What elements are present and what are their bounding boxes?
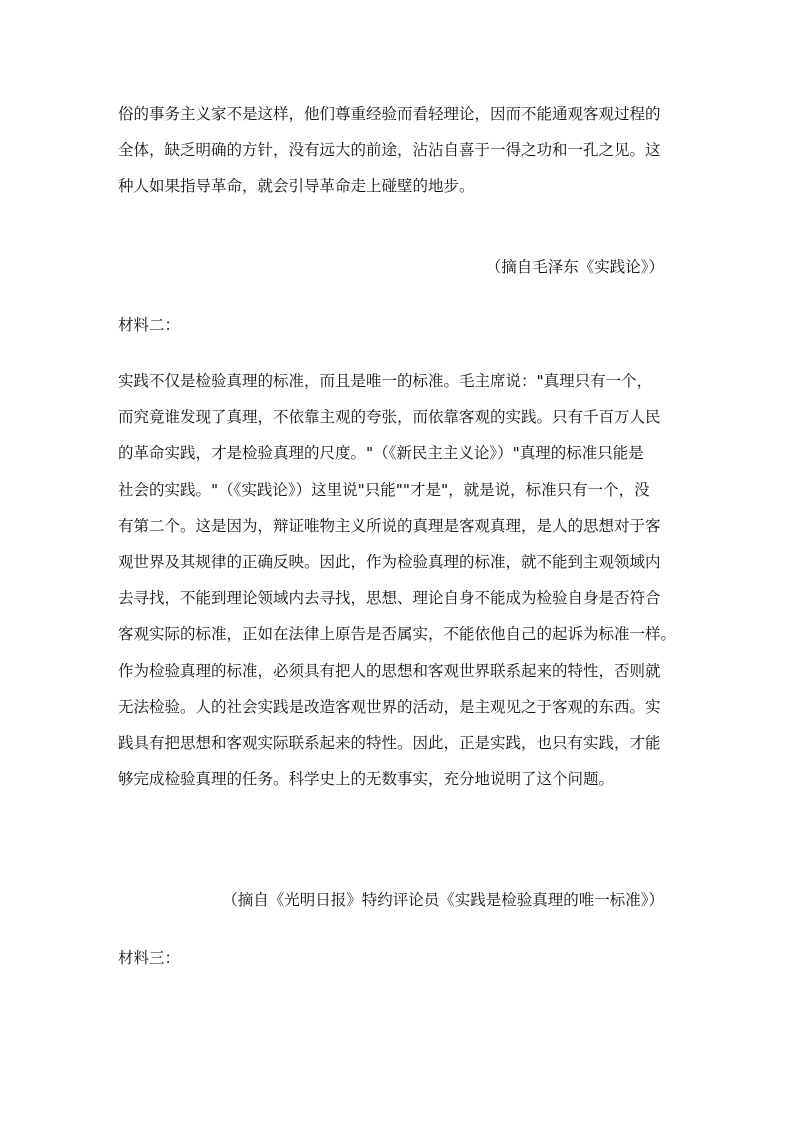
text-line: 无法检验。人的社会实践是改造客观世界的活动，是主观见之于客观的东西。实 <box>118 697 661 716</box>
text-line: 客观实际的标准，正如在法律上原告是否属实，不能依他自己的起诉为标准一样。 <box>118 625 677 644</box>
material3-heading: 材料三： <box>118 949 181 967</box>
text-line: 观世界及其规律的正确反映。因此，作为检验真理的标准，就不能到主观领域内 <box>118 553 661 572</box>
text-line: 的革命实践，才是检验真理的尺度。"（《新民主主义论》）"真理的标准只能是 <box>118 444 644 463</box>
text-line: 而究竟谁发现了真理，不依靠主观的夸张，而依靠客观的实践。只有千百万人民 <box>118 408 661 427</box>
material1-paragraph <box>118 96 678 205</box>
text-line: 社会的实践。"（《实践论》）这里说"只能""才是"，就是说，标准只有一个，没 <box>118 480 650 499</box>
text-line: 去寻找，不能到理论领域内去寻找，思想、理论自身不能成为检验自身是否符合 <box>118 589 661 608</box>
text-line: 全体，缺乏明确的方针，没有远大的前途，沾沾自喜于一得之功和一孔之见。这 <box>118 141 661 160</box>
text-line: 俗的事务主义家不是这样，他们尊重经验而看轻理论，因而不能通观客观过程的 <box>118 105 661 123</box>
material2-source: （摘自《光明日报》特约评论员《实践是检验真理的唯一标准》） <box>222 891 664 909</box>
text-line: 践具有把思想和客观实际联系起来的特性。因此，正是实践，也只有实践，才能 <box>118 734 661 753</box>
text-line: 有第二个。这是因为，辩证唯物主义所说的真理是客观真理，是人的思想对于客 <box>118 516 661 535</box>
text-line: 作为检验真理的标准，必须具有把人的思想和客观世界联系起来的特性，否则就 <box>118 661 661 680</box>
material2-paragraph <box>118 363 678 797</box>
text-line: 实践不仅是检验真理的标准，而且是唯一的标准。毛主席说："真理只有一个， <box>118 372 653 390</box>
material2-heading: 材料二： <box>118 316 181 334</box>
material1-source: （摘自毛泽东《实践论》） <box>485 258 664 276</box>
text-line: 种人如果指导革命，就会引导革命走上碰壁的地步。 <box>118 177 475 196</box>
text-line: 够完成检验真理的任务。科学史上的无数事实，充分地说明了这个问题。 <box>118 770 615 789</box>
